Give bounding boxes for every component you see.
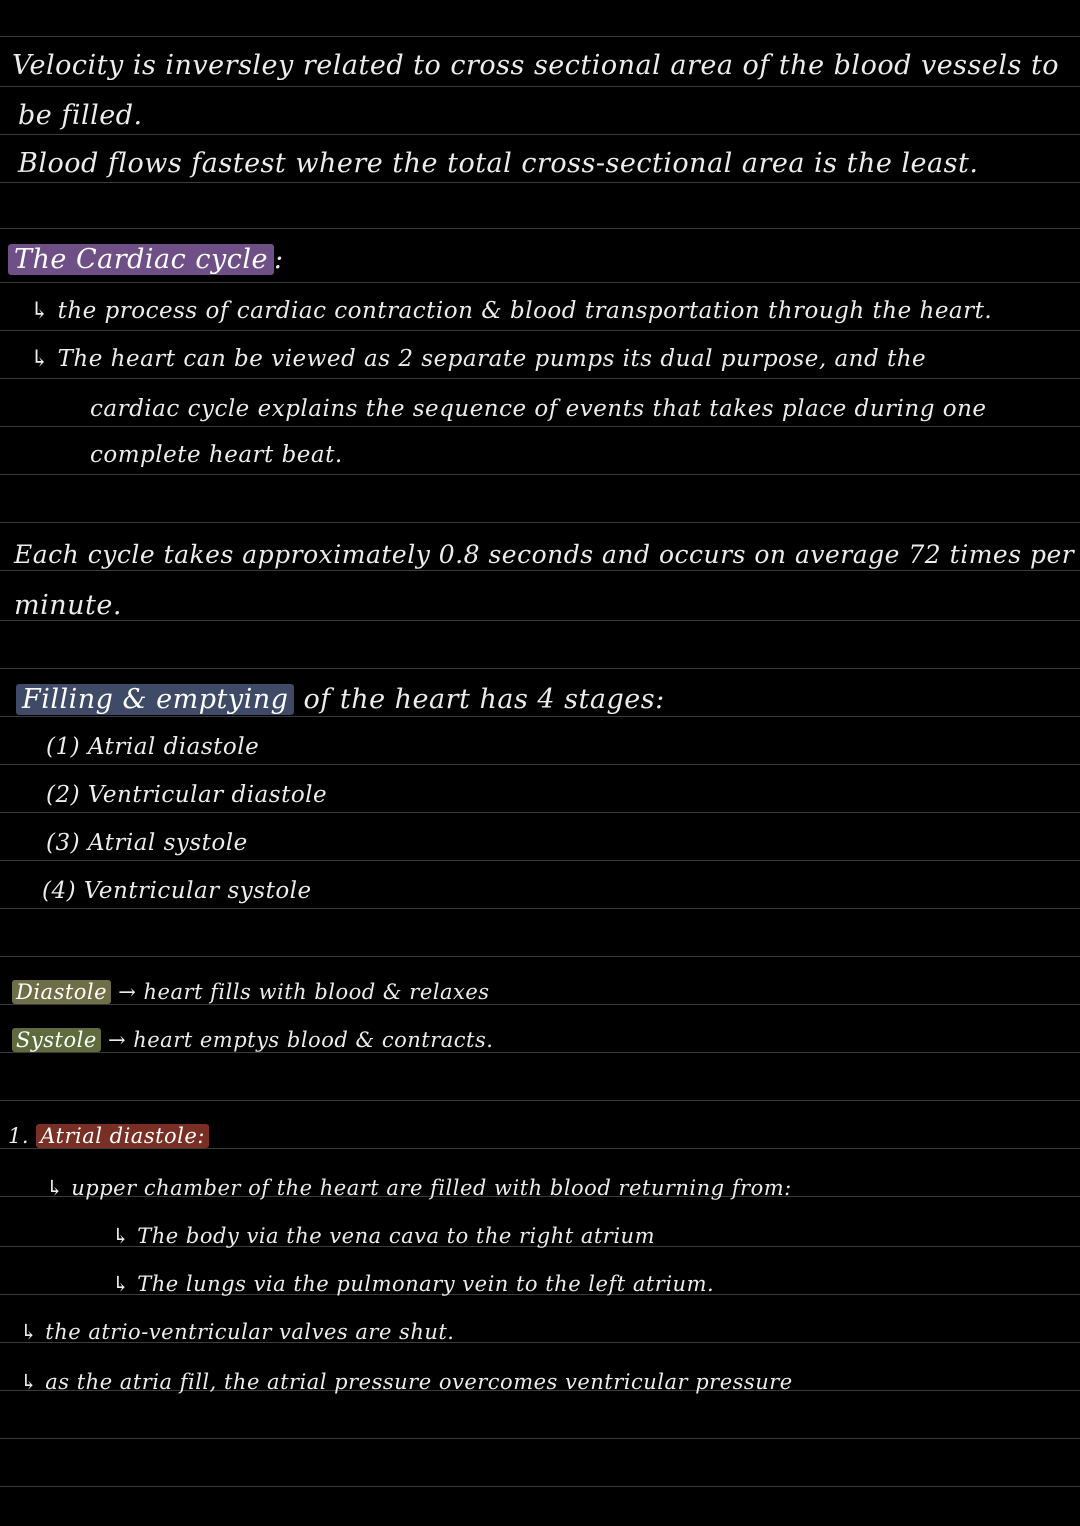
bullet-pulmonary-vein: ↳ The lungs via the pulmonary vein to the left atrium. (112, 1272, 715, 1296)
highlight-cardiac-cycle: The Cardiac cycle (8, 244, 274, 275)
highlight-atrial-diastole: Atrial diastole: (36, 1124, 209, 1148)
ruled-line (0, 668, 1080, 669)
note-line-velocity: Velocity is inversley related to cross sectional area of the blood vessels to (12, 50, 1060, 81)
stages-heading-rest: of the heart has 4 stages: (303, 684, 665, 715)
ruled-line (0, 1148, 1080, 1149)
bullet-cardiac-process: ↳ the process of cardiac contraction & blood transportation through the heart. (30, 298, 993, 324)
ruled-line (0, 908, 1080, 909)
bullet-vena-cava: ↳ The body via the vena cava to the right atrium (112, 1224, 655, 1248)
bullet-atrial-pressure: ↳ as the atria fill, the atrial pressure overcomes ventricular pressure (20, 1370, 793, 1394)
ruled-line (0, 522, 1080, 523)
ruled-line (0, 36, 1080, 37)
ruled-line (0, 182, 1080, 183)
systole-def-text: → heart emptys blood & contracts. (107, 1028, 494, 1052)
stage-item: (3) Atrial systole (46, 830, 248, 856)
note-line-blood-flow: Blood flows fastest where the total cross-sectional area is the least. (18, 148, 979, 179)
ruled-line (0, 1486, 1080, 1487)
diastole-def-text: → heart fills with blood & relaxes (118, 980, 490, 1004)
ruled-line (0, 812, 1080, 813)
ruled-line (0, 764, 1080, 765)
ruled-line (0, 228, 1080, 229)
ruled-line (0, 426, 1080, 427)
ruled-line (0, 570, 1080, 571)
ruled-line (0, 956, 1080, 957)
systole-definition (12, 1028, 493, 1052)
section-heading-cardiac-cycle (8, 244, 284, 275)
diastole-definition (12, 980, 490, 1004)
note-line-filled: be filled. (18, 100, 143, 131)
ruled-line (0, 378, 1080, 379)
highlight-diastole: Diastole (12, 980, 111, 1004)
stage-item: (1) Atrial diastole (46, 734, 260, 760)
subsection-heading-atrial-diastole (8, 1124, 209, 1148)
ruled-line (0, 1438, 1080, 1439)
bullet-av-valves: ↳ the atrio-ventricular valves are shut. (20, 1320, 455, 1344)
bullet-two-pumps: ↳ The heart can be viewed as 2 separate pumps its dual purpose, and the (30, 346, 927, 372)
stages-heading (16, 684, 665, 715)
ruled-line (0, 474, 1080, 475)
bullet-two-pumps-end: complete heart beat. (90, 442, 343, 468)
subsection-number: 1. (8, 1124, 30, 1148)
ruled-line (0, 86, 1080, 87)
bullet-two-pumps-cont: cardiac cycle explains the sequence of events that takes place during one (90, 396, 987, 422)
ruled-line (0, 620, 1080, 621)
ruled-line (0, 860, 1080, 861)
bullet-upper-chamber: ↳ upper chamber of the heart are filled with blood returning from: (46, 1176, 792, 1200)
note-line-minute: minute. (14, 590, 122, 621)
heading-colon: : (273, 244, 284, 275)
ruled-line (0, 1052, 1080, 1053)
ruled-line (0, 134, 1080, 135)
highlight-systole: Systole (12, 1028, 101, 1052)
note-line-cycle-duration: Each cycle takes approximately 0.8 seconds and occurs on average 72 times per (14, 540, 1075, 569)
ruled-line (0, 1100, 1080, 1101)
highlight-filling-emptying: Filling & emptying (16, 684, 294, 715)
ruled-line (0, 1004, 1080, 1005)
ruled-line (0, 330, 1080, 331)
stage-item: (4) Ventricular systole (42, 878, 312, 904)
ruled-line (0, 716, 1080, 717)
stage-item: (2) Ventricular diastole (46, 782, 328, 808)
ruled-line (0, 282, 1080, 283)
